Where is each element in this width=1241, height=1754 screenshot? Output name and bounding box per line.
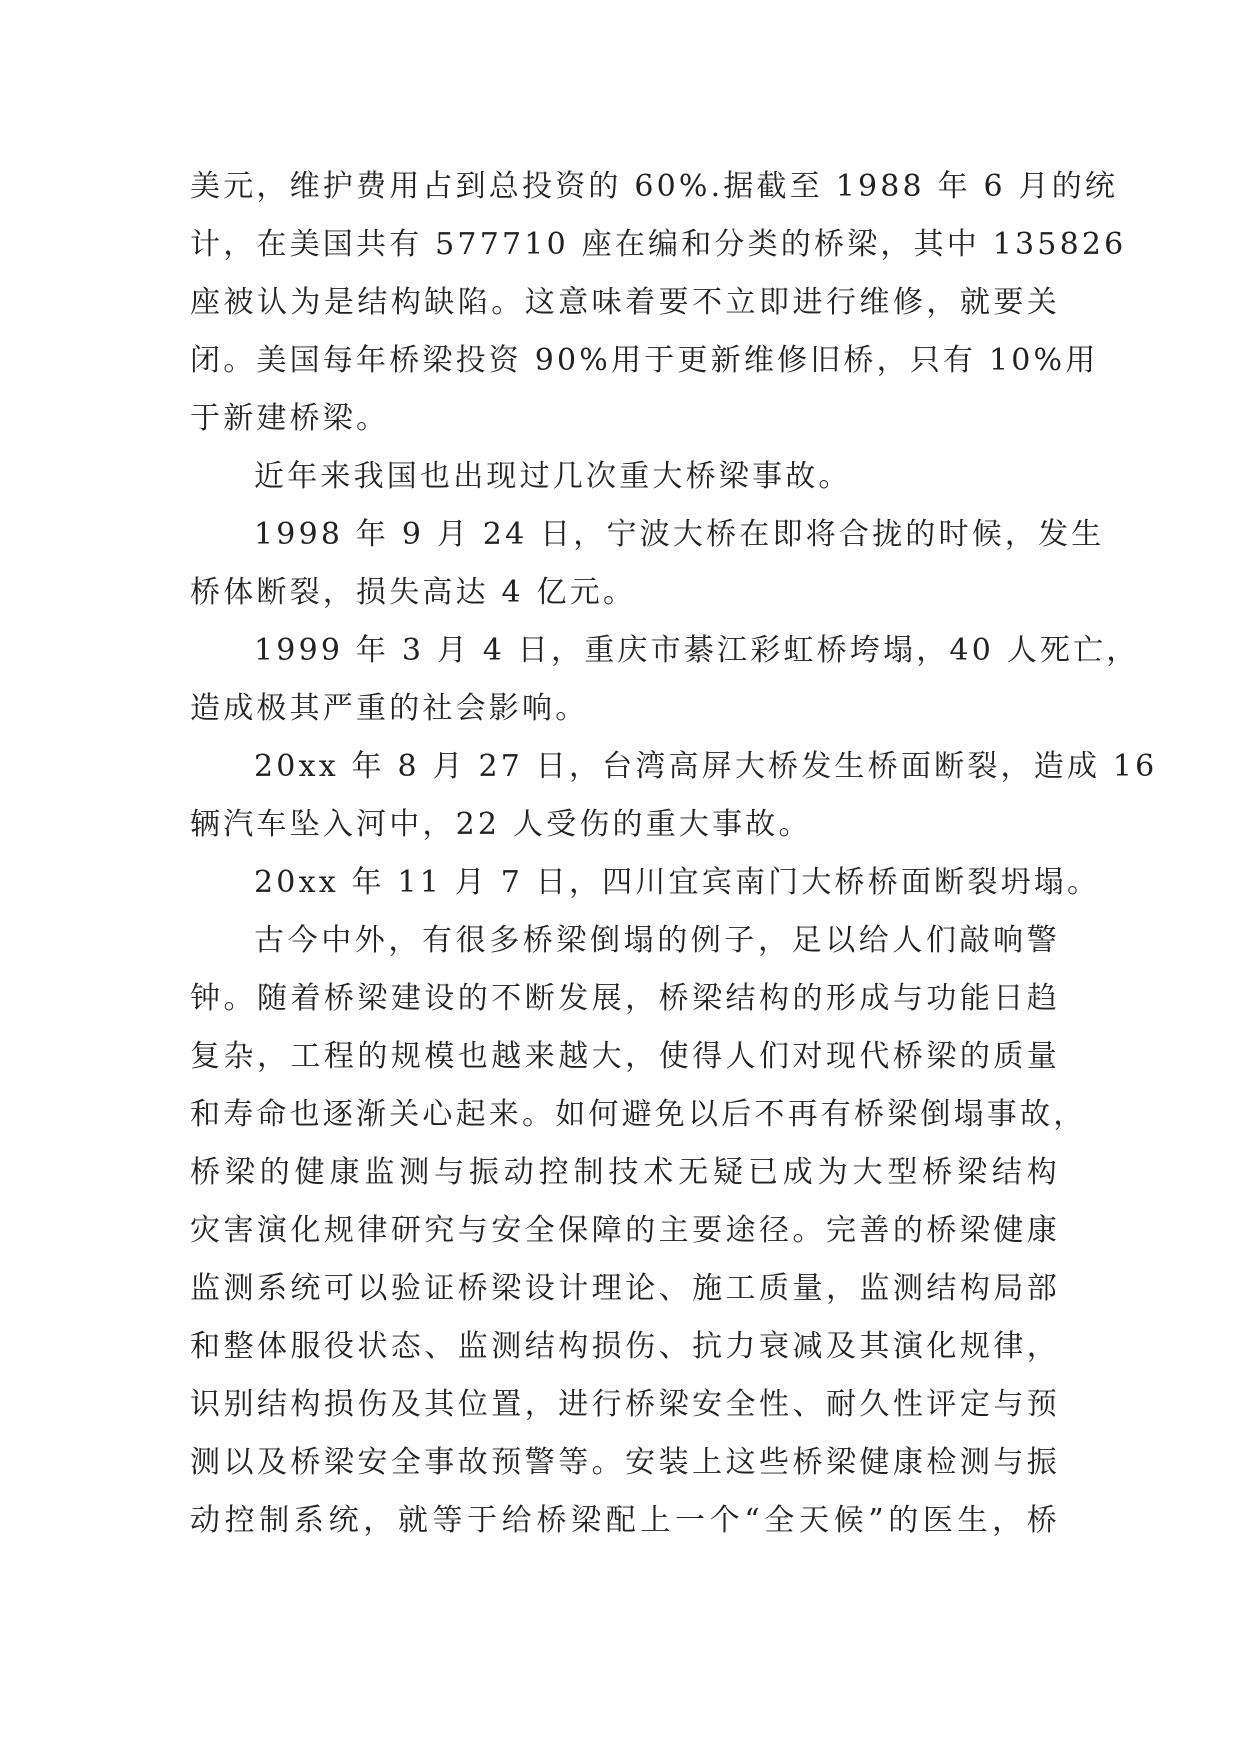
text-line: 美元，维护费用占到总投资的 60%.据截至 1988 年 6 月的统 [190, 169, 1119, 204]
text-line: 座被认为是结构缺陷。这意味着要不立即进行维修，就要关 [190, 285, 1060, 320]
text-line: 识别结构损伤及其位置，进行桥梁安全性、耐久性评定与预 [190, 1387, 1060, 1422]
text-line: 测以及桥梁安全事故预警等。安装上这些桥梁健康检测与振 [190, 1445, 1060, 1480]
paragraph-first-line: 1999 年 3 月 4 日，重庆市綦江彩虹桥垮塌，40 人死亡， [254, 633, 1140, 668]
paragraph-first-line: 近年来我国也出现过几次重大桥梁事故。 [254, 459, 852, 494]
text-line: 动控制系统，就等于给桥梁配上一个“全天候”的医生，桥 [190, 1503, 1060, 1538]
paragraph-first-line: 20xx 年 11 月 7 日，四川宜宾南门大桥桥面断裂坍塌。 [254, 865, 1101, 900]
text-line: 桥梁的健康监测与振动控制技术无疑已成为大型桥梁结构 [190, 1155, 1060, 1190]
text-line: 灾害演化规律研究与安全保障的主要途径。完善的桥梁健康 [190, 1213, 1060, 1248]
document-body [190, 158, 1158, 1550]
text-line: 和整体服役状态、监测结构损伤、抗力衰减及其演化规律， [190, 1329, 1060, 1364]
text-line: 于新建桥梁。 [190, 401, 390, 436]
text-line: 桥体断裂，损失高达 4 亿元。 [190, 575, 637, 610]
text-line: 复杂，工程的规模也越来越大，使得人们对现代桥梁的质量 [190, 1039, 1060, 1074]
text-line: 计，在美国共有 577710 座在编和分类的桥梁，其中 135826 [190, 227, 1127, 262]
text-line: 监测系统可以验证桥梁设计理论、施工质量，监测结构局部 [190, 1271, 1060, 1306]
text-line: 和寿命也逐渐关心起来。如何避免以后不再有桥梁倒塌事故， [190, 1097, 1087, 1132]
text-line: 造成极其严重的社会影响。 [190, 691, 589, 726]
text-line: 闭。美国每年桥梁投资 90%用于更新维修旧桥，只有 10%用 [190, 343, 1099, 378]
paragraph-first-line: 20xx 年 8 月 27 日，台湾高屏大桥发生桥面断裂，造成 16 [254, 749, 1158, 784]
paragraph-first-line: 1998 年 9 月 24 日，宁波大桥在即将合拢的时候，发生 [254, 517, 1105, 552]
paragraph-first-line: 古今中外，有很多桥梁倒塌的例子，足以给人们敲响警 [254, 923, 1060, 958]
text-line: 辆汽车坠入河中，22 人受伤的重大事故。 [190, 807, 812, 842]
text-line: 钟。随着桥梁建设的不断发展，桥梁结构的形成与功能日趋 [190, 981, 1060, 1016]
